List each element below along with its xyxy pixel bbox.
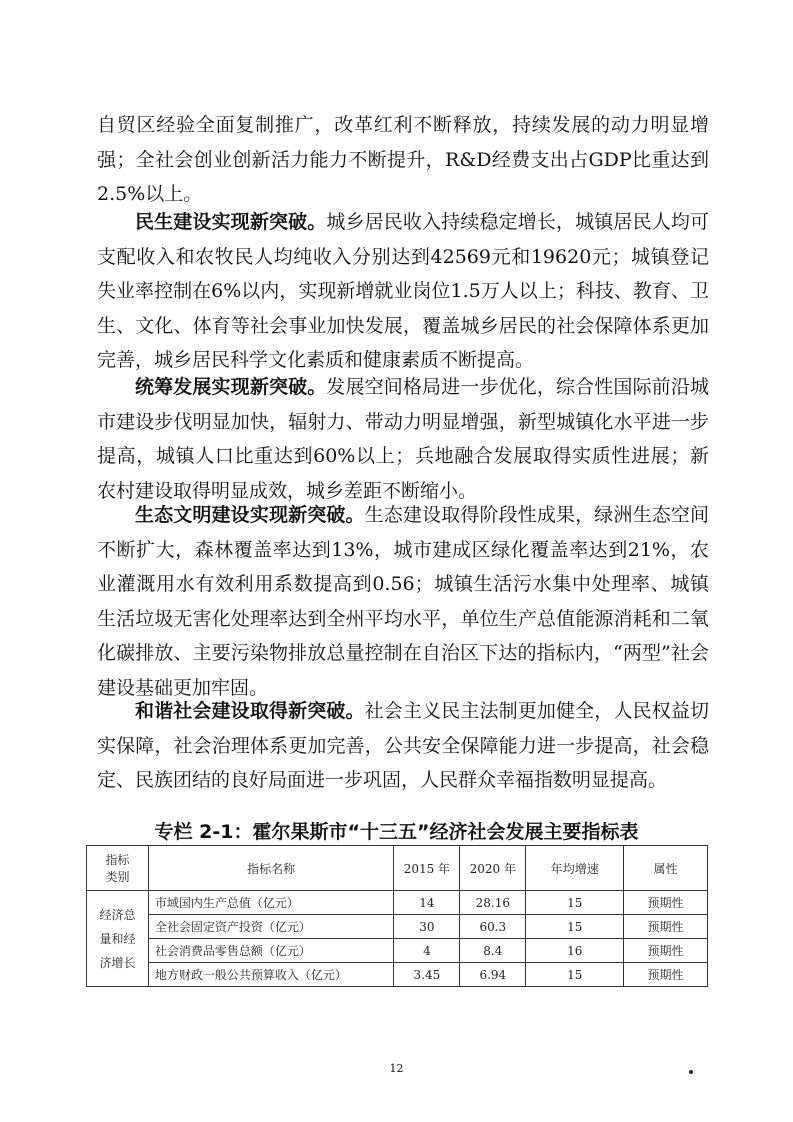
paragraph-ecology (97, 498, 709, 705)
paragraph-lead: 民生建设实现新突破。 (135, 211, 327, 233)
paragraph-lead: 和谐社会建设取得新突破。 (135, 700, 365, 722)
table-header-row (87, 846, 708, 891)
header-2015: 2015 年 (394, 846, 460, 891)
table-row (87, 963, 708, 987)
paragraph-text: 生态建设取得阶段性成果，绿洲生态空间不断扩大，森林覆盖率达到13%，城市建成区绿化覆盖率达到21%，农业灌溉用水有效利用系数提高到0.56；城镇生活污水集中处理率、城镇生活垃圾无害化处理率达到全州平均水平，单位生产总值能源消耗和二氧化碳排放、主要污染物排放总量控制在自治区下达的指标内，“两型”社会建设基础更加牢固。 (97, 504, 709, 699)
value-2015: 30 (394, 915, 460, 939)
value-2015: 4 (394, 939, 460, 963)
header-indicator-name: 指标名称 (148, 846, 394, 891)
paragraph-livelihood (97, 205, 709, 378)
indicator-name: 社会消费品零售总额（亿元） (148, 939, 394, 963)
indicator-name: 市域国内生产总值（亿元） (148, 891, 394, 915)
indicator-name: 全社会固定资产投资（亿元） (148, 915, 394, 939)
header-attribute: 属性 (624, 846, 708, 891)
paragraph-text: 发展空间格局进一步优化，综合性国际前沿城市建设步伐明显加快，辐射力、带动力明显增强，新型城镇化水平进一步提高，城镇人口比重达到60%以上；兵地融合发展取得实质性进展；新农村建设取得明显成效，城乡差距不断缩小。 (97, 376, 709, 502)
annual-growth: 16 (526, 939, 624, 963)
attribute: 预期性 (624, 963, 708, 987)
page-mark-dot (689, 1070, 693, 1074)
header-annual-growth: 年均增速 (526, 846, 624, 891)
value-2020: 6.94 (460, 963, 526, 987)
paragraph-coordinated-development (97, 370, 709, 508)
annual-growth: 15 (526, 915, 624, 939)
paragraph-text: 城乡居民收入持续稳定增长，城镇居民人均可支配收入和农牧民人均纯收入分别达到42569元和19620元；城镇登记失业率控制在6%以内，实现新增就业岗位1.5万人以上；科技、教育、卫生、文化、体育等社会事业加快发展，覆盖城乡居民的社会保障体系更加完善，城乡居民科学文化素质和健康素质不断提高。 (97, 211, 709, 371)
annual-growth: 15 (526, 891, 624, 915)
value-2015: 14 (394, 891, 460, 915)
attribute: 预期性 (624, 915, 708, 939)
indicator-name: 地方财政一般公共预算收入（亿元） (148, 963, 394, 987)
paragraph-lead: 生态文明建设实现新突破。 (135, 504, 365, 526)
category-cell: 经济总 量和经 济增长 (87, 891, 149, 987)
attribute: 预期性 (624, 939, 708, 963)
indicator-table (86, 845, 708, 987)
paragraph-lead: 统筹发展实现新突破。 (135, 376, 327, 398)
header-category: 指标 类别 (87, 846, 149, 891)
annual-growth: 15 (526, 963, 624, 987)
table-row (87, 891, 708, 915)
header-2020: 2020 年 (460, 846, 526, 891)
value-2020: 28.16 (460, 891, 526, 915)
paragraph-text: 自贸区经验全面复制推广，改革红利不断释放，持续发展的动力明显增强；全社会创业创新活力能力不断提升，R&D经费支出占GDP比重达到2.5%以上。 (97, 114, 709, 205)
table-row (87, 939, 708, 963)
page-number: 12 (389, 1062, 404, 1075)
value-2015: 3.45 (394, 963, 460, 987)
table-title: 专栏 2-1：霍尔果斯市“十三五”经济社会发展主要指标表 (154, 821, 639, 843)
value-2020: 60.3 (460, 915, 526, 939)
table-row (87, 915, 708, 939)
attribute: 预期性 (624, 891, 708, 915)
paragraph-text: 社会主义民主法制更加健全，人民权益切实保障，社会治理体系更加完善，公共安全保障能力进一步提高，社会稳定、民族团结的良好局面进一步巩固，人民群众幸福指数明显提高。 (97, 700, 709, 791)
paragraph-reform (97, 108, 709, 212)
paragraph-harmonious-society (97, 694, 709, 798)
value-2020: 8.4 (460, 939, 526, 963)
